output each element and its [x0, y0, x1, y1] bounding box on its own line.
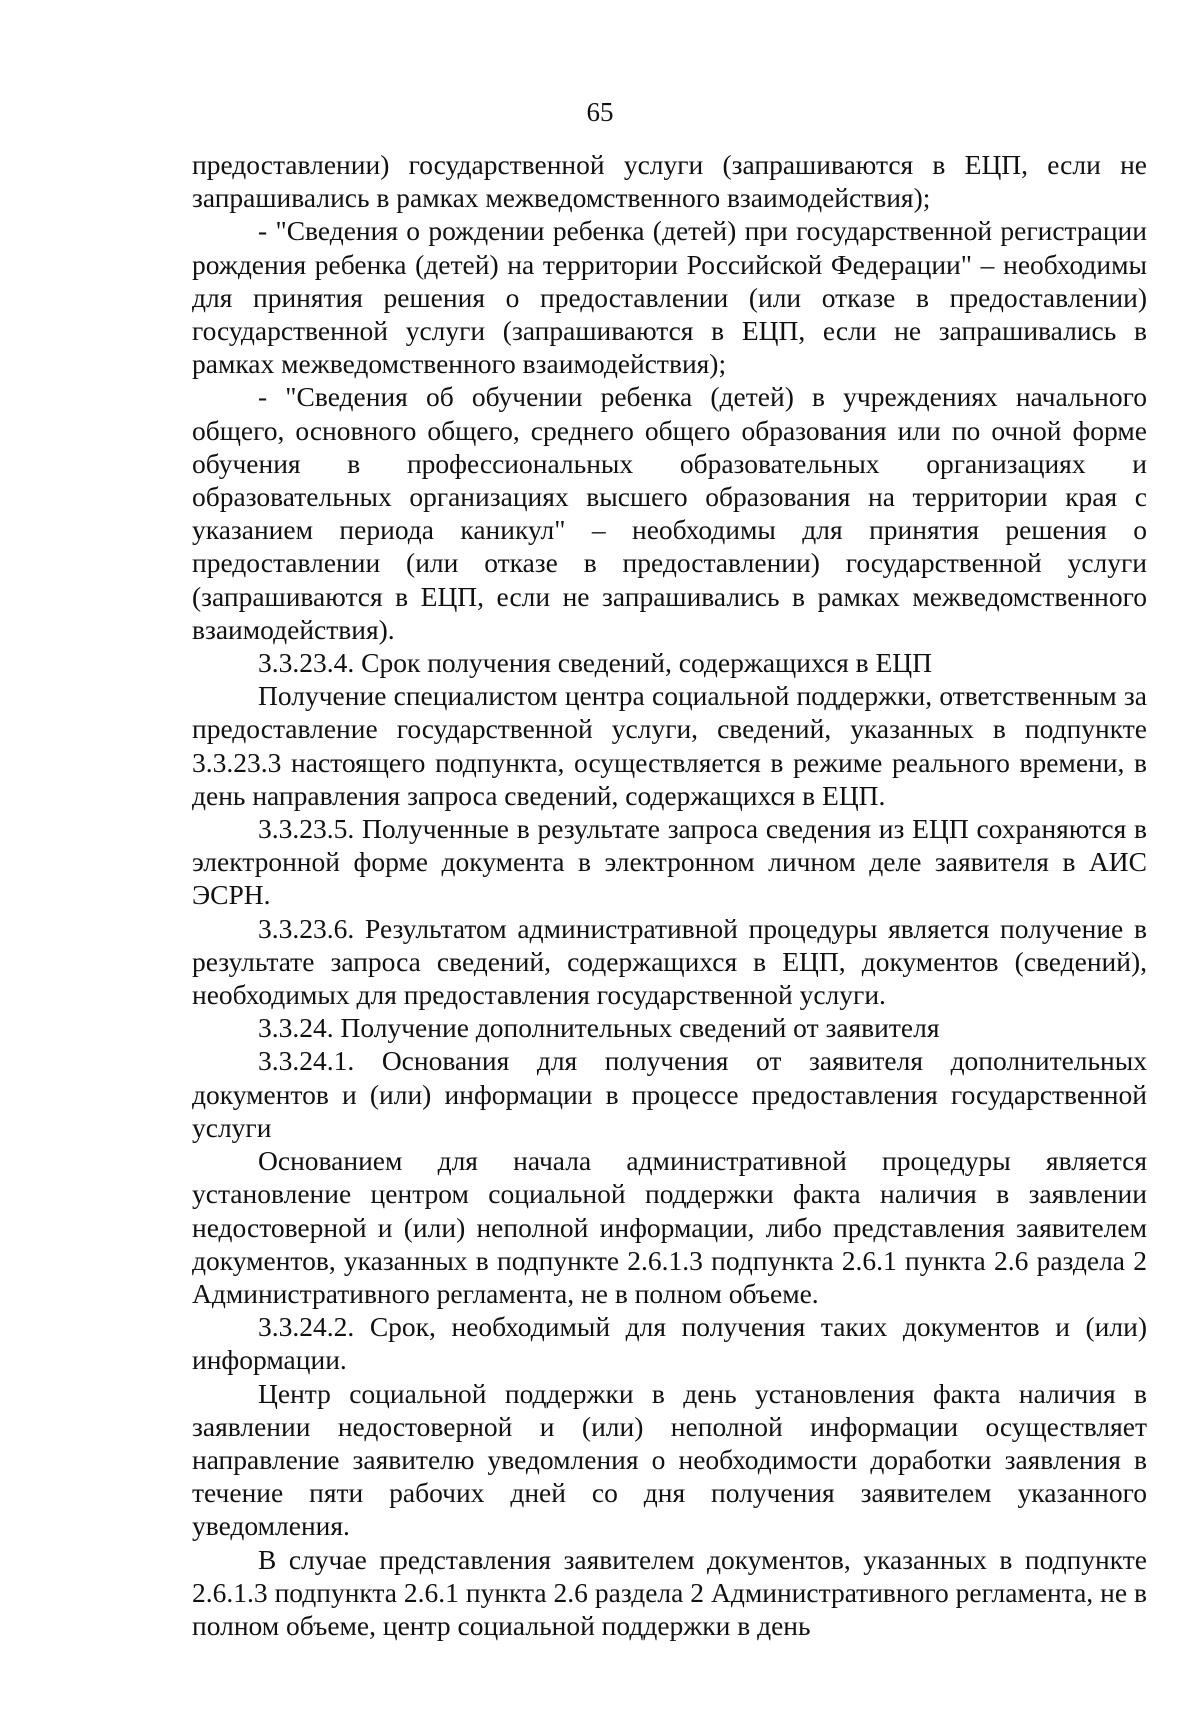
paragraph: - "Сведения об обучении ребенка (детей) в учреждениях начального общего, основного общего, среднего общего образования или по очной форме обучения в профессиональных образовательных организациях и образовательных организациях высшего образования на территории края с указанием периода каникул" – необходимы для принятия решения о предоставлении (или отказе в предоставлении) государственной услуги (запрашиваются в ЕЦП, если не запрашивались в рамках межведомственного взаимодействия). — [192, 381, 1147, 645]
paragraph: Основанием для начала административной процедуры является установление центром социальной поддержки факта наличия в заявлении недостоверной и (или) неполной информации, либо представления заявителем документов, указанных в подпункте 2.6.1.3 подпункта 2.6.1 пункта 2.6 раздела 2 Административного регламента, не в полном объеме. — [192, 1145, 1147, 1309]
paragraph: 3.3.24.2. Срок, необходимый для получения таких документов и (или) информации. — [192, 1311, 1147, 1376]
paragraph: Получение специалистом центра социальной поддержки, ответственным за предоставление государственной услуги, сведений, указанных в подпункте 3.3.23.3 настоящего подпункта, осуществляется в режиме реального времени, в день направления запроса сведений, содержащихся в ЕЦП. — [192, 680, 1147, 811]
paragraph: - "Сведения о рождении ребенка (детей) при государственной регистрации рождения ребенка (детей) на территории Российской Федерации" – необходимы для принятия решения о предоставлении (или отказе в предоставлении) государственной услуги (запрашиваются в ЕЦП, если не запрашивались в рамках межведомственного взаимодействия); — [192, 215, 1147, 380]
paragraph: Центр социальной поддержки в день установления факта наличия в заявлении недостоверной и (или) неполной информации осуществляет направление заявителю уведомления о необходимости доработки заявления в течение пяти рабочих дней со дня получения заявителем указанного уведомления. — [192, 1377, 1147, 1542]
paragraph: 3.3.24.1. Основания для получения от заявителя дополнительных документов и (или) информации в процессе предоставления государственной услуги — [192, 1045, 1147, 1143]
document-body — [192, 148, 1147, 1642]
page-number: 65 — [586, 97, 614, 127]
paragraph: В случае представления заявителем документов, указанных в подпункте 2.6.1.3 подпункта 2.6.1 пункта 2.6 раздела 2 Административного регламента, не в полном объеме, центр социальной поддержки в день — [192, 1543, 1147, 1641]
section-heading: 3.3.23.4. Срок получения сведений, содержащихся в ЕЦП — [258, 647, 933, 679]
paragraph: предоставлении) государственной услуги (запрашиваются в ЕЦП, если не запрашивались в рамках межведомственного взаимодействия); — [192, 149, 1147, 214]
paragraph: 3.3.23.5. Полученные в результате запроса сведения из ЕЦП сохраняются в электронной форме документа в электронном личном деле заявителя в АИС ЭСРН. — [192, 813, 1147, 911]
section-heading: 3.3.24. Получение дополнительных сведений от заявителя — [258, 1012, 940, 1044]
paragraph: 3.3.23.6. Результатом административной процедуры является получение в результате запроса сведений, содержащихся в ЕЦП, документов (сведений), необходимых для предоставления государственной услуги. — [192, 912, 1147, 1011]
